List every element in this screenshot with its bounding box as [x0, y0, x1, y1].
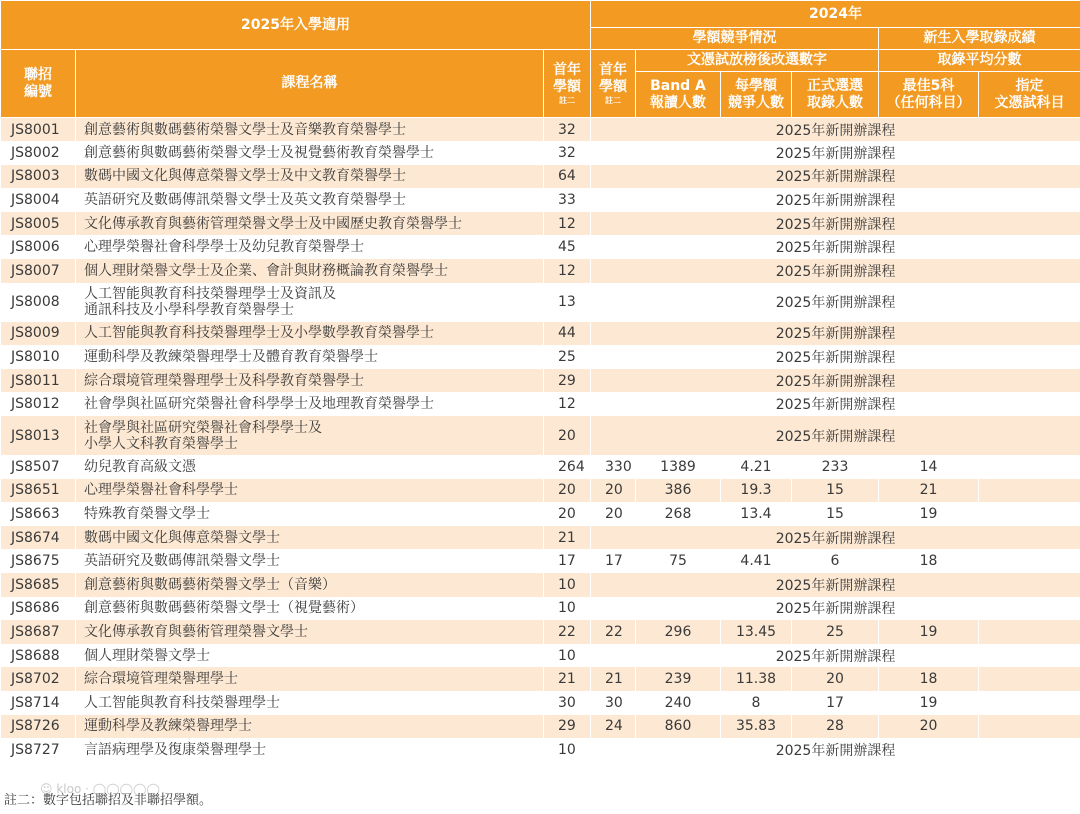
quota-2024: 20	[591, 479, 636, 503]
note-mark: 註二	[559, 96, 575, 105]
table-row	[1, 118, 1080, 142]
quota-2025: 29	[544, 369, 591, 393]
best5-score: 19	[879, 502, 979, 526]
best5-score: 18	[879, 549, 979, 573]
quota-2025: 264	[544, 455, 591, 479]
new-course-label: 2025年新開辦課程	[591, 322, 1080, 346]
table-body	[1, 118, 1080, 762]
quota-2024: 330	[591, 455, 636, 479]
quota-2025: 10	[544, 644, 591, 668]
table-row	[1, 283, 1080, 322]
course-name: 人工智能與教育科技榮譽理學士	[76, 691, 544, 715]
course-name: 人工智能與教育科技榮譽理學士及資訊及 通訊科技及小學科學教育榮譽學士	[76, 283, 544, 322]
course-code: JS8001	[1, 118, 76, 142]
table-row	[1, 738, 1080, 762]
course-name: 運動科學及教練榮譽理學士及體育教育榮譽學士	[76, 345, 544, 369]
admitted-count: 28	[792, 715, 879, 739]
table-row	[1, 322, 1080, 346]
competition-ratio: 19.3	[721, 479, 792, 503]
new-course-label: 2025年新開辦課程	[591, 644, 1080, 668]
competition-ratio: 8	[721, 691, 792, 715]
band-a-applicants: 386	[636, 479, 721, 503]
specified-score	[979, 549, 1080, 573]
course-code: JS8685	[1, 573, 76, 597]
quota-2025: 20	[544, 479, 591, 503]
table-header	[1, 1, 1080, 118]
specified-score	[979, 715, 1080, 739]
quota-2025: 32	[544, 141, 591, 165]
header-quota-2024: 首年 學額 註二	[591, 50, 636, 118]
table-row	[1, 479, 1080, 503]
course-code: JS8005	[1, 212, 76, 236]
band-a-applicants: 860	[636, 715, 721, 739]
table-row	[1, 369, 1080, 393]
specified-score	[979, 479, 1080, 503]
header-quota-2025: 首年 學額 註二	[544, 50, 591, 118]
course-code: JS8688	[1, 644, 76, 668]
table-row	[1, 549, 1080, 573]
quota-2025: 64	[544, 165, 591, 189]
new-course-label: 2025年新開辦課程	[591, 283, 1080, 322]
course-name: 創意藝術與數碼藝術榮譽文學士及音樂教育榮譽學士	[76, 118, 544, 142]
table-row	[1, 345, 1080, 369]
header-best5: 最佳5科 （任何科目）	[879, 72, 979, 118]
course-name: 綜合環境管理榮譽理學士	[76, 667, 544, 691]
new-course-label: 2025年新開辦課程	[591, 345, 1080, 369]
new-course-label: 2025年新開辦課程	[591, 573, 1080, 597]
quota-2025: 12	[544, 392, 591, 416]
competition-ratio: 13.4	[721, 502, 792, 526]
band-a-applicants: 268	[636, 502, 721, 526]
quota-2024: 30	[591, 691, 636, 715]
table-row	[1, 455, 1080, 479]
course-code: JS8003	[1, 165, 76, 189]
table-row	[1, 141, 1080, 165]
quota-2024: 17	[591, 549, 636, 573]
course-code: JS8008	[1, 283, 76, 322]
header-after-results: 文憑試放榜後改選數字	[636, 50, 879, 72]
quota-2024: 20	[591, 502, 636, 526]
table-row	[1, 165, 1080, 189]
admitted-count: 17	[792, 691, 879, 715]
table-row	[1, 597, 1080, 621]
specified-score	[979, 620, 1080, 644]
new-course-label: 2025年新開辦課程	[591, 188, 1080, 212]
new-course-label: 2025年新開辦課程	[591, 526, 1080, 550]
header-compete: 每學額 競爭人數	[721, 72, 792, 118]
best5-score: 14	[879, 455, 979, 479]
course-code: JS8007	[1, 259, 76, 283]
course-code: JS8006	[1, 235, 76, 259]
new-course-label: 2025年新開辦課程	[591, 235, 1080, 259]
new-course-label: 2025年新開辦課程	[591, 165, 1080, 189]
table-row	[1, 212, 1080, 236]
course-name: 數碼中國文化與傳意榮譽文學士及中文教育榮譽學士	[76, 165, 544, 189]
course-name: 社會學與社區研究榮譽社會科學學士及 小學人文科教育榮譽學士	[76, 416, 544, 455]
header-admission: 新生入學取錄成績	[879, 28, 1080, 50]
note-mark: 註二	[605, 96, 621, 105]
course-name: 創意藝術與數碼藝術榮譽文學士（視覺藝術）	[76, 597, 544, 621]
best5-score: 20	[879, 715, 979, 739]
course-code: JS8004	[1, 188, 76, 212]
course-code: JS8663	[1, 502, 76, 526]
specified-score	[979, 691, 1080, 715]
admitted-count: 15	[792, 502, 879, 526]
course-name: 心理學榮譽社會科學學士	[76, 479, 544, 503]
table-row	[1, 502, 1080, 526]
table-row	[1, 715, 1080, 739]
quota-2024: 24	[591, 715, 636, 739]
table-row	[1, 392, 1080, 416]
course-code: JS8651	[1, 479, 76, 503]
new-course-label: 2025年新開辦課程	[591, 259, 1080, 283]
course-name: 文化傳承教育與藝術管理榮譽文學士	[76, 620, 544, 644]
course-code: JS8011	[1, 369, 76, 393]
header-admitted: 正式選選 取錄人數	[792, 72, 879, 118]
course-name: 社會學與社區研究榮譽社會科學學士及地理教育榮譽學士	[76, 392, 544, 416]
header-band-a: Band A 報讀人數	[636, 72, 721, 118]
new-course-label: 2025年新開辦課程	[591, 416, 1080, 455]
course-code: JS8010	[1, 345, 76, 369]
admitted-count: 6	[792, 549, 879, 573]
best5-score: 18	[879, 667, 979, 691]
course-code: JS8674	[1, 526, 76, 550]
new-course-label: 2025年新開辦課程	[591, 738, 1080, 762]
quota-2025: 21	[544, 526, 591, 550]
table-row	[1, 416, 1080, 455]
course-name: 個人理財榮譽文學士	[76, 644, 544, 668]
band-a-applicants: 75	[636, 549, 721, 573]
course-code: JS8013	[1, 416, 76, 455]
new-course-label: 2025年新開辦課程	[591, 212, 1080, 236]
header-code: 聯招 編號	[1, 50, 76, 118]
quota-2025: 20	[544, 416, 591, 455]
course-name: 人工智能與教育科技榮譽理學士及小學數學教育榮譽學士	[76, 322, 544, 346]
quota-2024: 21	[591, 667, 636, 691]
course-code: JS8714	[1, 691, 76, 715]
quota-2025: 20	[544, 502, 591, 526]
course-code: JS8702	[1, 667, 76, 691]
header-avg-score: 取錄平均分數	[879, 50, 1080, 72]
best5-score: 19	[879, 691, 979, 715]
table-row	[1, 620, 1080, 644]
quota-2025: 25	[544, 345, 591, 369]
course-name: 英語研究及數碼傳訊榮譽文學士	[76, 549, 544, 573]
quota-2025: 12	[544, 259, 591, 283]
quota-2025: 22	[544, 620, 591, 644]
quota-2025: 12	[544, 212, 591, 236]
admitted-count: 20	[792, 667, 879, 691]
new-course-label: 2025年新開辦課程	[591, 369, 1080, 393]
new-course-label: 2025年新開辦課程	[591, 392, 1080, 416]
quota-2025: 33	[544, 188, 591, 212]
course-name: 綜合環境管理榮譽理學士及科學教育榮譽學士	[76, 369, 544, 393]
quota-2025: 21	[544, 667, 591, 691]
course-code: JS8507	[1, 455, 76, 479]
table-row	[1, 259, 1080, 283]
course-name: 特殊教育榮譽文學士	[76, 502, 544, 526]
specified-score	[979, 667, 1080, 691]
band-a-applicants: 296	[636, 620, 721, 644]
band-a-applicants: 239	[636, 667, 721, 691]
course-name: 創意藝術與數碼藝術榮譽文學士（音樂）	[76, 573, 544, 597]
quota-2025: 44	[544, 322, 591, 346]
header-2025-group: 2025年入學適用	[1, 1, 591, 50]
course-name: 言語病理學及復康榮譽理學士	[76, 738, 544, 762]
admitted-count: 15	[792, 479, 879, 503]
footnote: 註二：數字包括聯招及非聯招學額。	[4, 793, 213, 808]
course-name: 個人理財榮譽文學士及企業、會計與財務概論教育榮譽學士	[76, 259, 544, 283]
specified-score	[979, 502, 1080, 526]
course-code: JS8002	[1, 141, 76, 165]
course-code: JS8727	[1, 738, 76, 762]
course-name: 創意藝術與數碼藝術榮譽文學士及視覺藝術教育榮譽學士	[76, 141, 544, 165]
course-code: JS8012	[1, 392, 76, 416]
quota-2025: 30	[544, 691, 591, 715]
band-a-applicants: 1389	[636, 455, 721, 479]
table-row	[1, 235, 1080, 259]
header-course-name: 課程名稱	[76, 50, 544, 118]
course-name: 英語研究及數碼傳訊榮譽文學士及英文教育榮譽學士	[76, 188, 544, 212]
header-competition: 學額競爭情況	[591, 28, 879, 50]
quota-2025: 13	[544, 283, 591, 322]
competition-ratio: 11.38	[721, 667, 792, 691]
admitted-count: 25	[792, 620, 879, 644]
best5-score: 19	[879, 620, 979, 644]
course-name: 運動科學及教練榮譽理學士	[76, 715, 544, 739]
table-row	[1, 691, 1080, 715]
competition-ratio: 4.41	[721, 549, 792, 573]
header-2024-group: 2024年	[591, 1, 1080, 28]
course-code: JS8686	[1, 597, 76, 621]
quota-2025: 45	[544, 235, 591, 259]
admitted-count: 233	[792, 455, 879, 479]
competition-ratio: 4.21	[721, 455, 792, 479]
course-name: 幼兒教育高級文憑	[76, 455, 544, 479]
course-name: 心理學榮譽社會科學學士及幼兒教育榮譽學士	[76, 235, 544, 259]
header-specified: 指定 文憑試科目	[979, 72, 1080, 118]
new-course-label: 2025年新開辦課程	[591, 597, 1080, 621]
quota-2025: 32	[544, 118, 591, 142]
quota-2025: 10	[544, 738, 591, 762]
specified-score	[979, 455, 1080, 479]
competition-ratio: 35.83	[721, 715, 792, 739]
course-name: 文化傳承教育與藝術管理榮譽文學士及中國歷史教育榮譽學士	[76, 212, 544, 236]
course-code: JS8687	[1, 620, 76, 644]
table-row	[1, 667, 1080, 691]
course-code: JS8675	[1, 549, 76, 573]
competition-ratio: 13.45	[721, 620, 792, 644]
quota-2025: 17	[544, 549, 591, 573]
table-row	[1, 526, 1080, 550]
table-row	[1, 644, 1080, 668]
course-code: JS8726	[1, 715, 76, 739]
course-name: 數碼中國文化與傳意榮譽文學士	[76, 526, 544, 550]
band-a-applicants: 240	[636, 691, 721, 715]
table-row	[1, 188, 1080, 212]
quota-2025: 29	[544, 715, 591, 739]
watermark: ☺ kloo · ◯◯◯◯◯	[40, 782, 160, 796]
new-course-label: 2025年新開辦課程	[591, 118, 1080, 142]
course-code: JS8009	[1, 322, 76, 346]
best5-score: 21	[879, 479, 979, 503]
table-row	[1, 573, 1080, 597]
new-course-label: 2025年新開辦課程	[591, 141, 1080, 165]
quota-2025: 10	[544, 597, 591, 621]
quota-2025: 10	[544, 573, 591, 597]
quota-2024: 22	[591, 620, 636, 644]
